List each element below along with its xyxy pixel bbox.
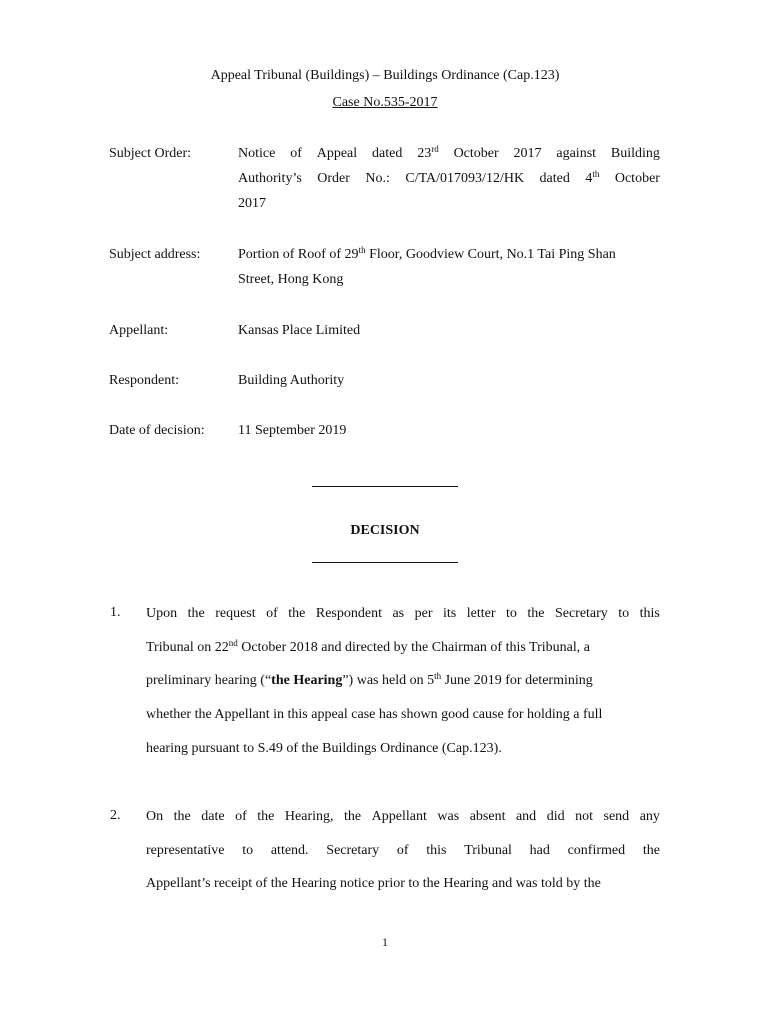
- word: against: [556, 146, 597, 161]
- case-number-text: Case No.535-2017: [332, 95, 438, 110]
- paragraph-1: [146, 597, 660, 766]
- date-23rd: 23rd: [417, 144, 439, 161]
- appellant-label: Appellant:: [109, 323, 169, 338]
- word: Building: [610, 146, 660, 161]
- paragraph-1-number: 1.: [110, 605, 121, 620]
- paragraph-1-line-4: whether the Appellant in this appeal case has shown good cause for holding a full: [146, 707, 603, 723]
- subject-address-line-2: Street, Hong Kong: [238, 272, 344, 287]
- paragraph-1-line-1: Upon the request of the Respondent as per its letter to the Secretary to this: [146, 606, 660, 621]
- case-number: [0, 95, 770, 111]
- word: 2017: [513, 146, 542, 161]
- subject-order-line-1: [238, 141, 660, 166]
- subject-address-value: [238, 242, 660, 292]
- subject-order-line-2: [238, 166, 660, 191]
- subject-order-label: Subject Order:: [109, 146, 192, 161]
- appellant-value: Kansas Place Limited: [238, 323, 361, 338]
- paragraph-1-line-2: Tribunal on 22nd October 2018 and directed by the Chairman of this Tribunal, a: [146, 637, 590, 655]
- paragraph-1-line-3: preliminary hearing (“the Hearing”) was held on 5th June 2019 for determining: [146, 671, 593, 689]
- word: October: [614, 171, 660, 186]
- word: No.:: [365, 171, 390, 186]
- defined-term-hearing: the Hearing: [271, 673, 343, 689]
- page-number: 1: [382, 935, 388, 949]
- word: Authority’s: [238, 171, 302, 186]
- respondent-value: Building Authority: [238, 373, 345, 388]
- word: Appeal: [316, 146, 358, 161]
- decision-heading: DECISION: [350, 523, 420, 538]
- paragraph-1-line-5: hearing pursuant to S.49 of the Buildings Ordinance (Cap.123).: [146, 740, 502, 756]
- word: October: [453, 146, 499, 161]
- order-number: C/TA/017093/12/HK: [405, 171, 525, 186]
- subject-address-label: Subject address:: [109, 247, 201, 262]
- word: dated: [539, 171, 570, 186]
- divider-bottom: [312, 562, 458, 563]
- paragraph-2-line-3: Appellant’s receipt of the Hearing notice prior to the Hearing and was told by the: [146, 876, 601, 892]
- date-4th: 4th: [585, 169, 600, 186]
- divider-top: [312, 486, 458, 487]
- subject-order-line-3: 2017: [238, 196, 266, 211]
- paragraph-2-line-1: On the date of the Hearing, the Appellant was absent and did not send any: [146, 809, 660, 824]
- respondent-label: Respondent:: [109, 373, 179, 388]
- paragraph-2: [146, 800, 660, 901]
- subject-order-value: [238, 141, 660, 216]
- word: of: [290, 146, 302, 161]
- word: Notice: [238, 146, 276, 161]
- document-title: Appeal Tribunal (Buildings) – Buildings Ordinance (Cap.123): [210, 68, 560, 83]
- word: dated: [372, 146, 403, 161]
- date-of-decision-label: Date of decision:: [109, 423, 205, 438]
- paragraph-2-line-2: representative to attend. Secretary of this Tribunal had confirmed the: [146, 842, 660, 858]
- date-of-decision-value: 11 September 2019: [238, 423, 347, 438]
- paragraph-2-number: 2.: [110, 808, 121, 823]
- word: Order: [317, 171, 350, 186]
- subject-address-line-1: Portion of Roof of 29th Floor, Goodview Court, No.1 Tai Ping Shan: [238, 245, 616, 262]
